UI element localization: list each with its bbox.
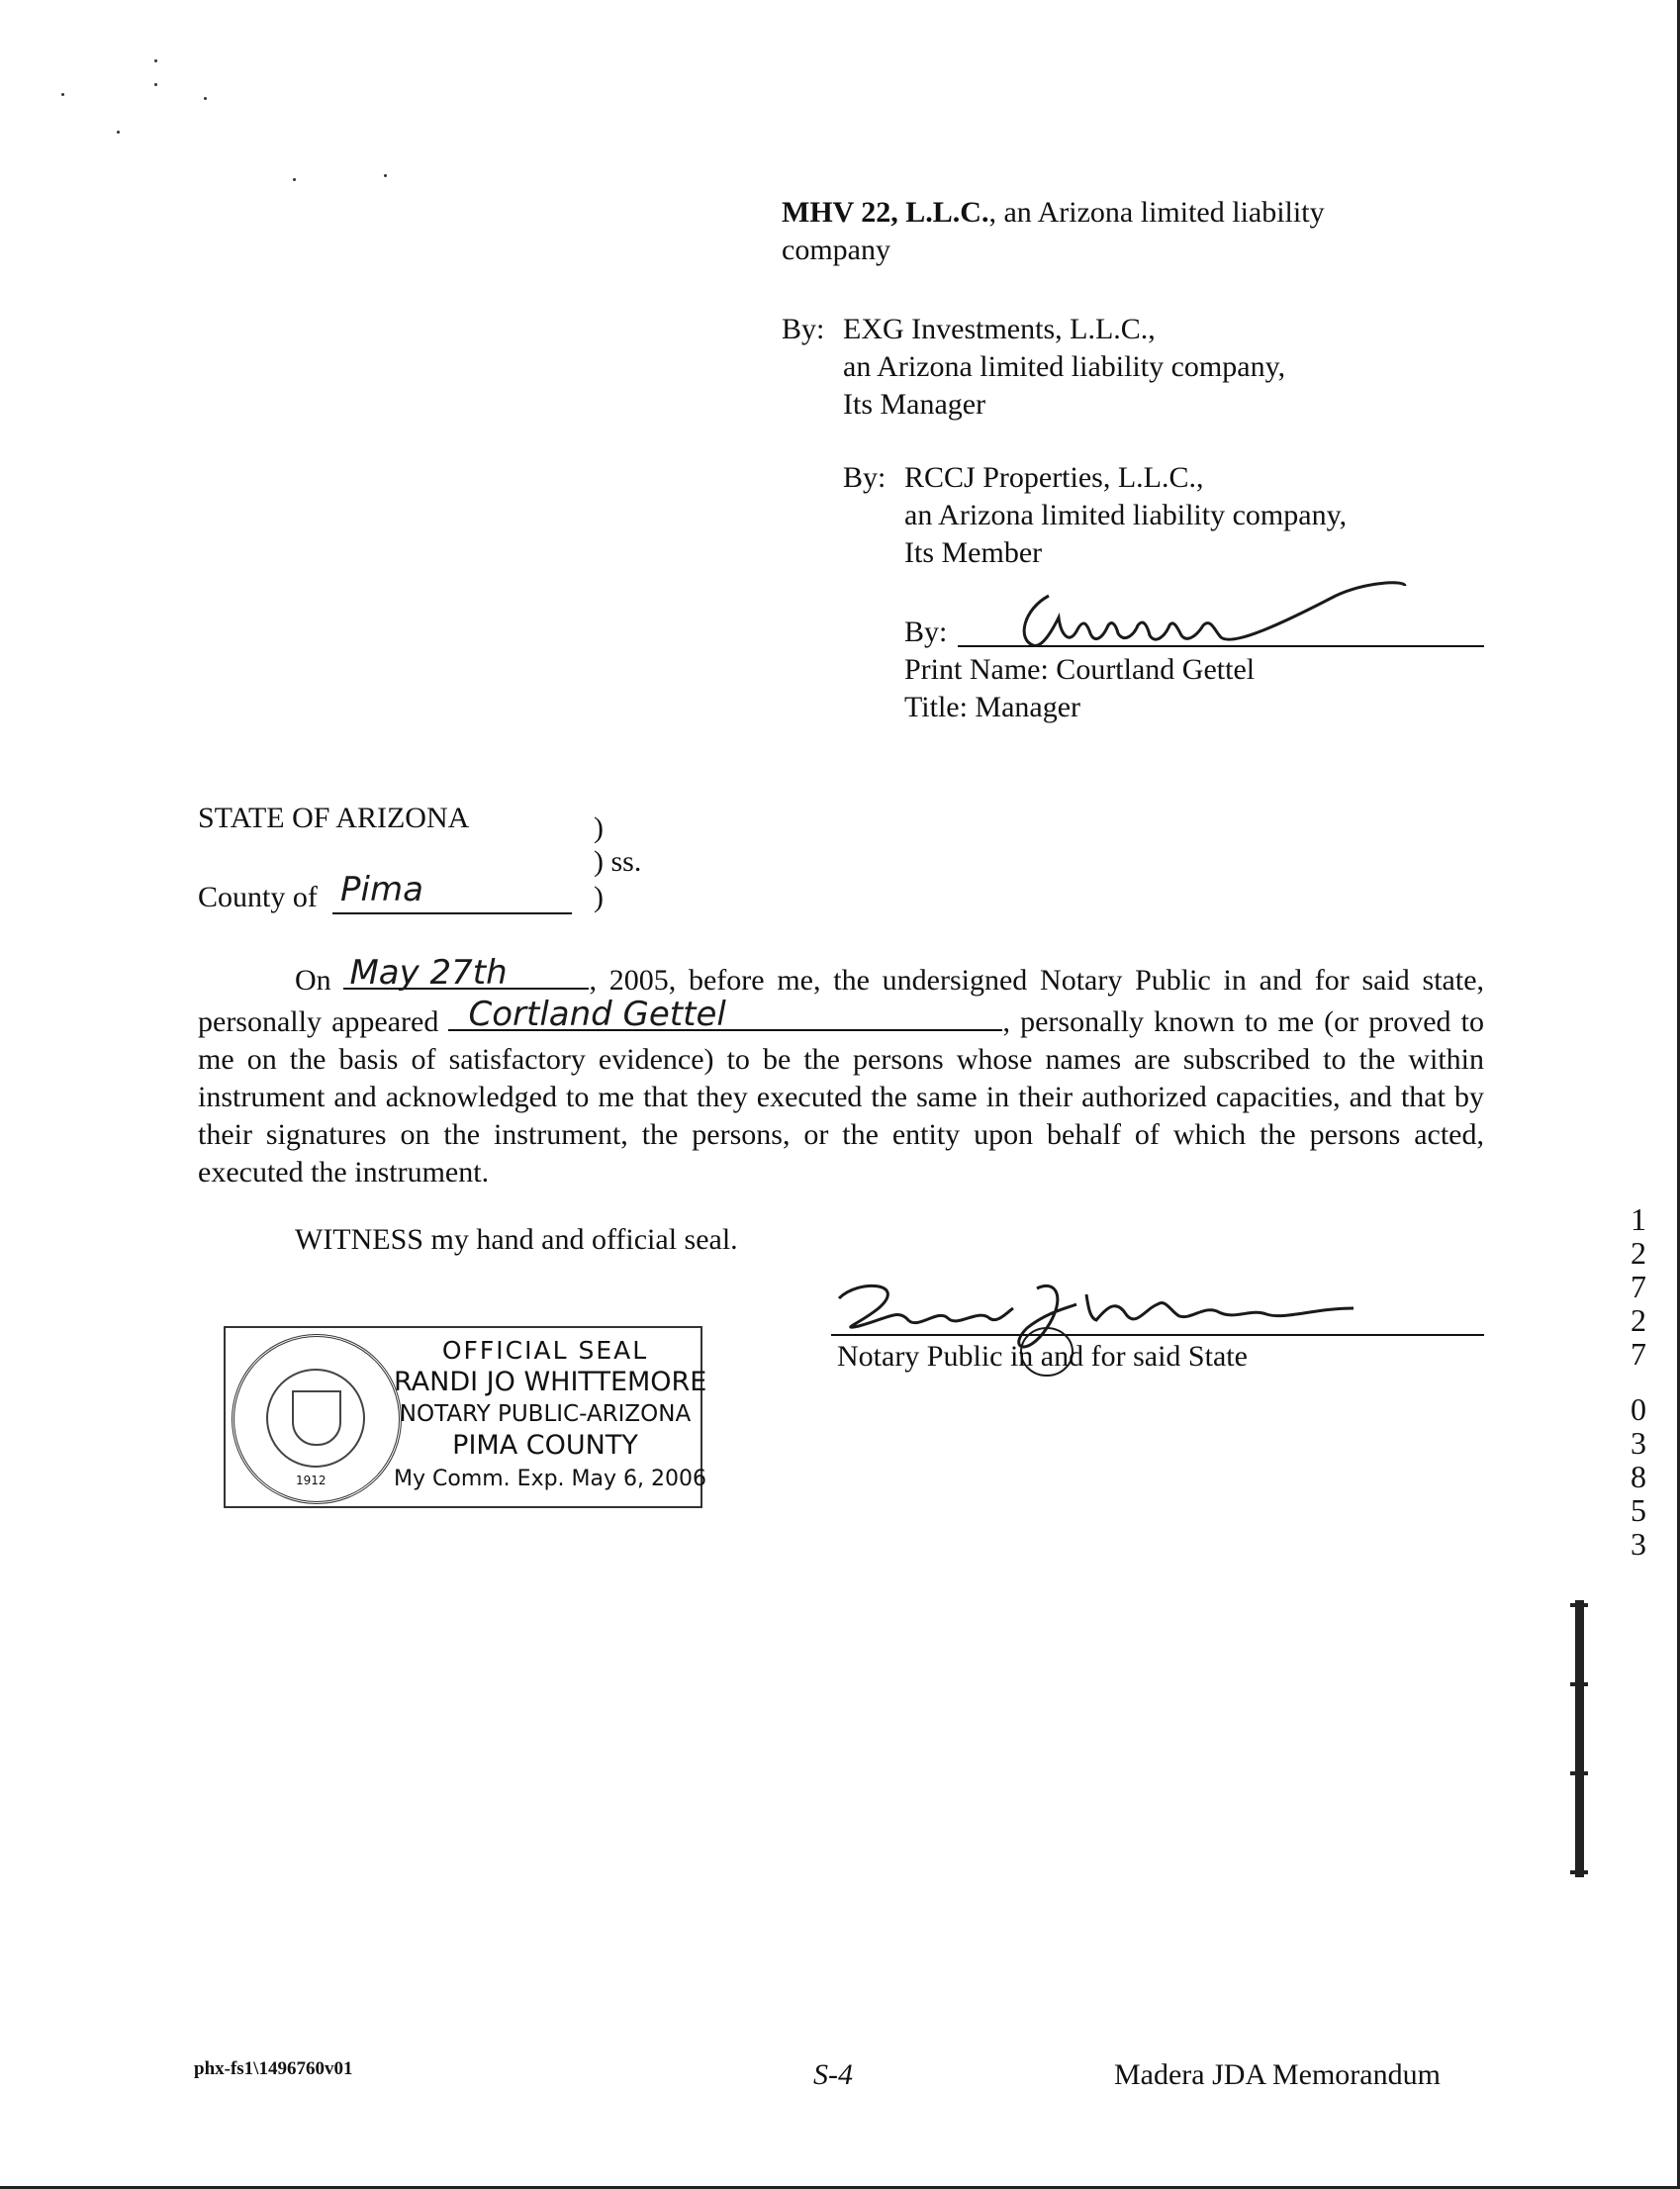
company-name: MHV 22, L.L.C. <box>782 196 989 229</box>
print-name-line: Print Name: Courtland Gettel <box>904 653 1256 686</box>
date-blank <box>343 953 589 993</box>
member1-role: Its Manager <box>843 388 986 421</box>
recording-digit: 2 <box>1631 1302 1646 1338</box>
seal-official-seal: OFFICIAL SEAL <box>441 1336 649 1365</box>
on-label: On <box>295 964 331 997</box>
member2-name: RCCJ Properties, L.L.C., <box>904 461 1204 494</box>
footer-doc-id: phx-fs1\1496760v01 <box>194 2058 353 2079</box>
seal-notary-name: RANDI JO WHITTEMORE <box>394 1367 707 1397</box>
venue-bracket-ss: ) ss. <box>594 845 642 878</box>
person-handwritten: Cortland Gettel <box>468 995 726 1034</box>
recording-digit: 3 <box>1631 1425 1646 1461</box>
recording-digit: 7 <box>1631 1336 1646 1372</box>
manager-signature <box>999 576 1425 655</box>
binding-stripe-tick <box>1570 1682 1588 1686</box>
recording-digit: 7 <box>1631 1269 1646 1304</box>
scan-speck <box>154 83 157 86</box>
person-blank <box>448 995 1002 1034</box>
seal-county: PIMA COUNTY <box>452 1430 638 1461</box>
recording-digit: 5 <box>1631 1492 1646 1528</box>
venue-bracket-3: ) <box>594 881 604 913</box>
county-label: County of <box>198 881 318 913</box>
binding-stripe <box>1575 1600 1584 1877</box>
recording-digit: 1 <box>1631 1201 1646 1237</box>
venue-bracket-1: ) <box>594 811 604 844</box>
scan-speck <box>117 131 120 134</box>
member1-name: EXG Investments, L.L.C., <box>843 313 1156 345</box>
scan-speck <box>204 97 207 100</box>
state-seal-emblem <box>232 1334 402 1504</box>
footer-page-label: S-4 <box>813 2058 853 2091</box>
member2-description: an Arizona limited liability company, <box>904 499 1348 531</box>
signer-by-label: By: <box>904 616 948 648</box>
seal-notary-title: NOTARY PUBLIC-ARIZONA <box>399 1401 692 1427</box>
company-description: , an Arizona limited liability <box>988 196 1325 229</box>
seal-year: 1912 <box>296 1474 327 1487</box>
binding-stripe-tick <box>1570 1603 1588 1607</box>
scan-speck <box>154 59 157 62</box>
state-line: STATE OF ARIZONA <box>198 802 470 834</box>
company-line-2: company <box>782 234 890 266</box>
witness-line: WITNESS my hand and official seal. <box>295 1223 738 1256</box>
recording-digit: 3 <box>1631 1526 1646 1562</box>
title-line: Title: Manager <box>904 691 1081 723</box>
county-handwritten: Pima <box>340 870 423 909</box>
member2-role: Its Member <box>904 536 1043 569</box>
scan-speck <box>384 174 387 177</box>
company-line-1 <box>782 194 1325 232</box>
recording-number <box>1618 1202 1659 1561</box>
seal-commission-expiry: My Comm. Exp. May 6, 2006 <box>394 1467 706 1491</box>
acknowledgment-paragraph <box>198 953 1485 1191</box>
recording-digit: 2 <box>1631 1235 1646 1271</box>
member1-description: an Arizona limited liability company, <box>843 350 1286 383</box>
scan-speck <box>61 93 64 96</box>
by-label-1: By: <box>782 313 825 345</box>
recording-digit: 0 <box>1631 1391 1646 1427</box>
scan-speck <box>293 178 296 181</box>
acknowledgment-text-1: , 2005, before me, the undersigned Notary Public in and for said state, personally appeared <box>198 964 1485 1038</box>
footer-doc-title: Madera JDA Memorandum <box>1114 2058 1441 2091</box>
date-handwritten: May 27th <box>349 953 508 993</box>
county-blank-line <box>332 912 572 914</box>
official-seal-stamp <box>224 1326 707 1508</box>
notary-caption: Notary Public in and for said State <box>837 1340 1248 1373</box>
notary-signature-line <box>831 1334 1484 1336</box>
binding-stripe-tick <box>1570 1870 1588 1874</box>
acknowledgment-text-2: , personally known to me (or proved to me on the basis of satisfactory evidence) to be the persons whose names are subscribed to the within instrument and acknowledged to me that they executed the same in their authorized capacities, and that by their signatures on the instrument, the persons, or the entity upon behalf of which the persons acted, executed the instrument. <box>198 1005 1485 1189</box>
seal-shield <box>292 1390 341 1446</box>
by-label-2: By: <box>843 461 887 494</box>
recording-digit: 8 <box>1631 1459 1646 1494</box>
binding-stripe-tick <box>1570 1771 1588 1775</box>
